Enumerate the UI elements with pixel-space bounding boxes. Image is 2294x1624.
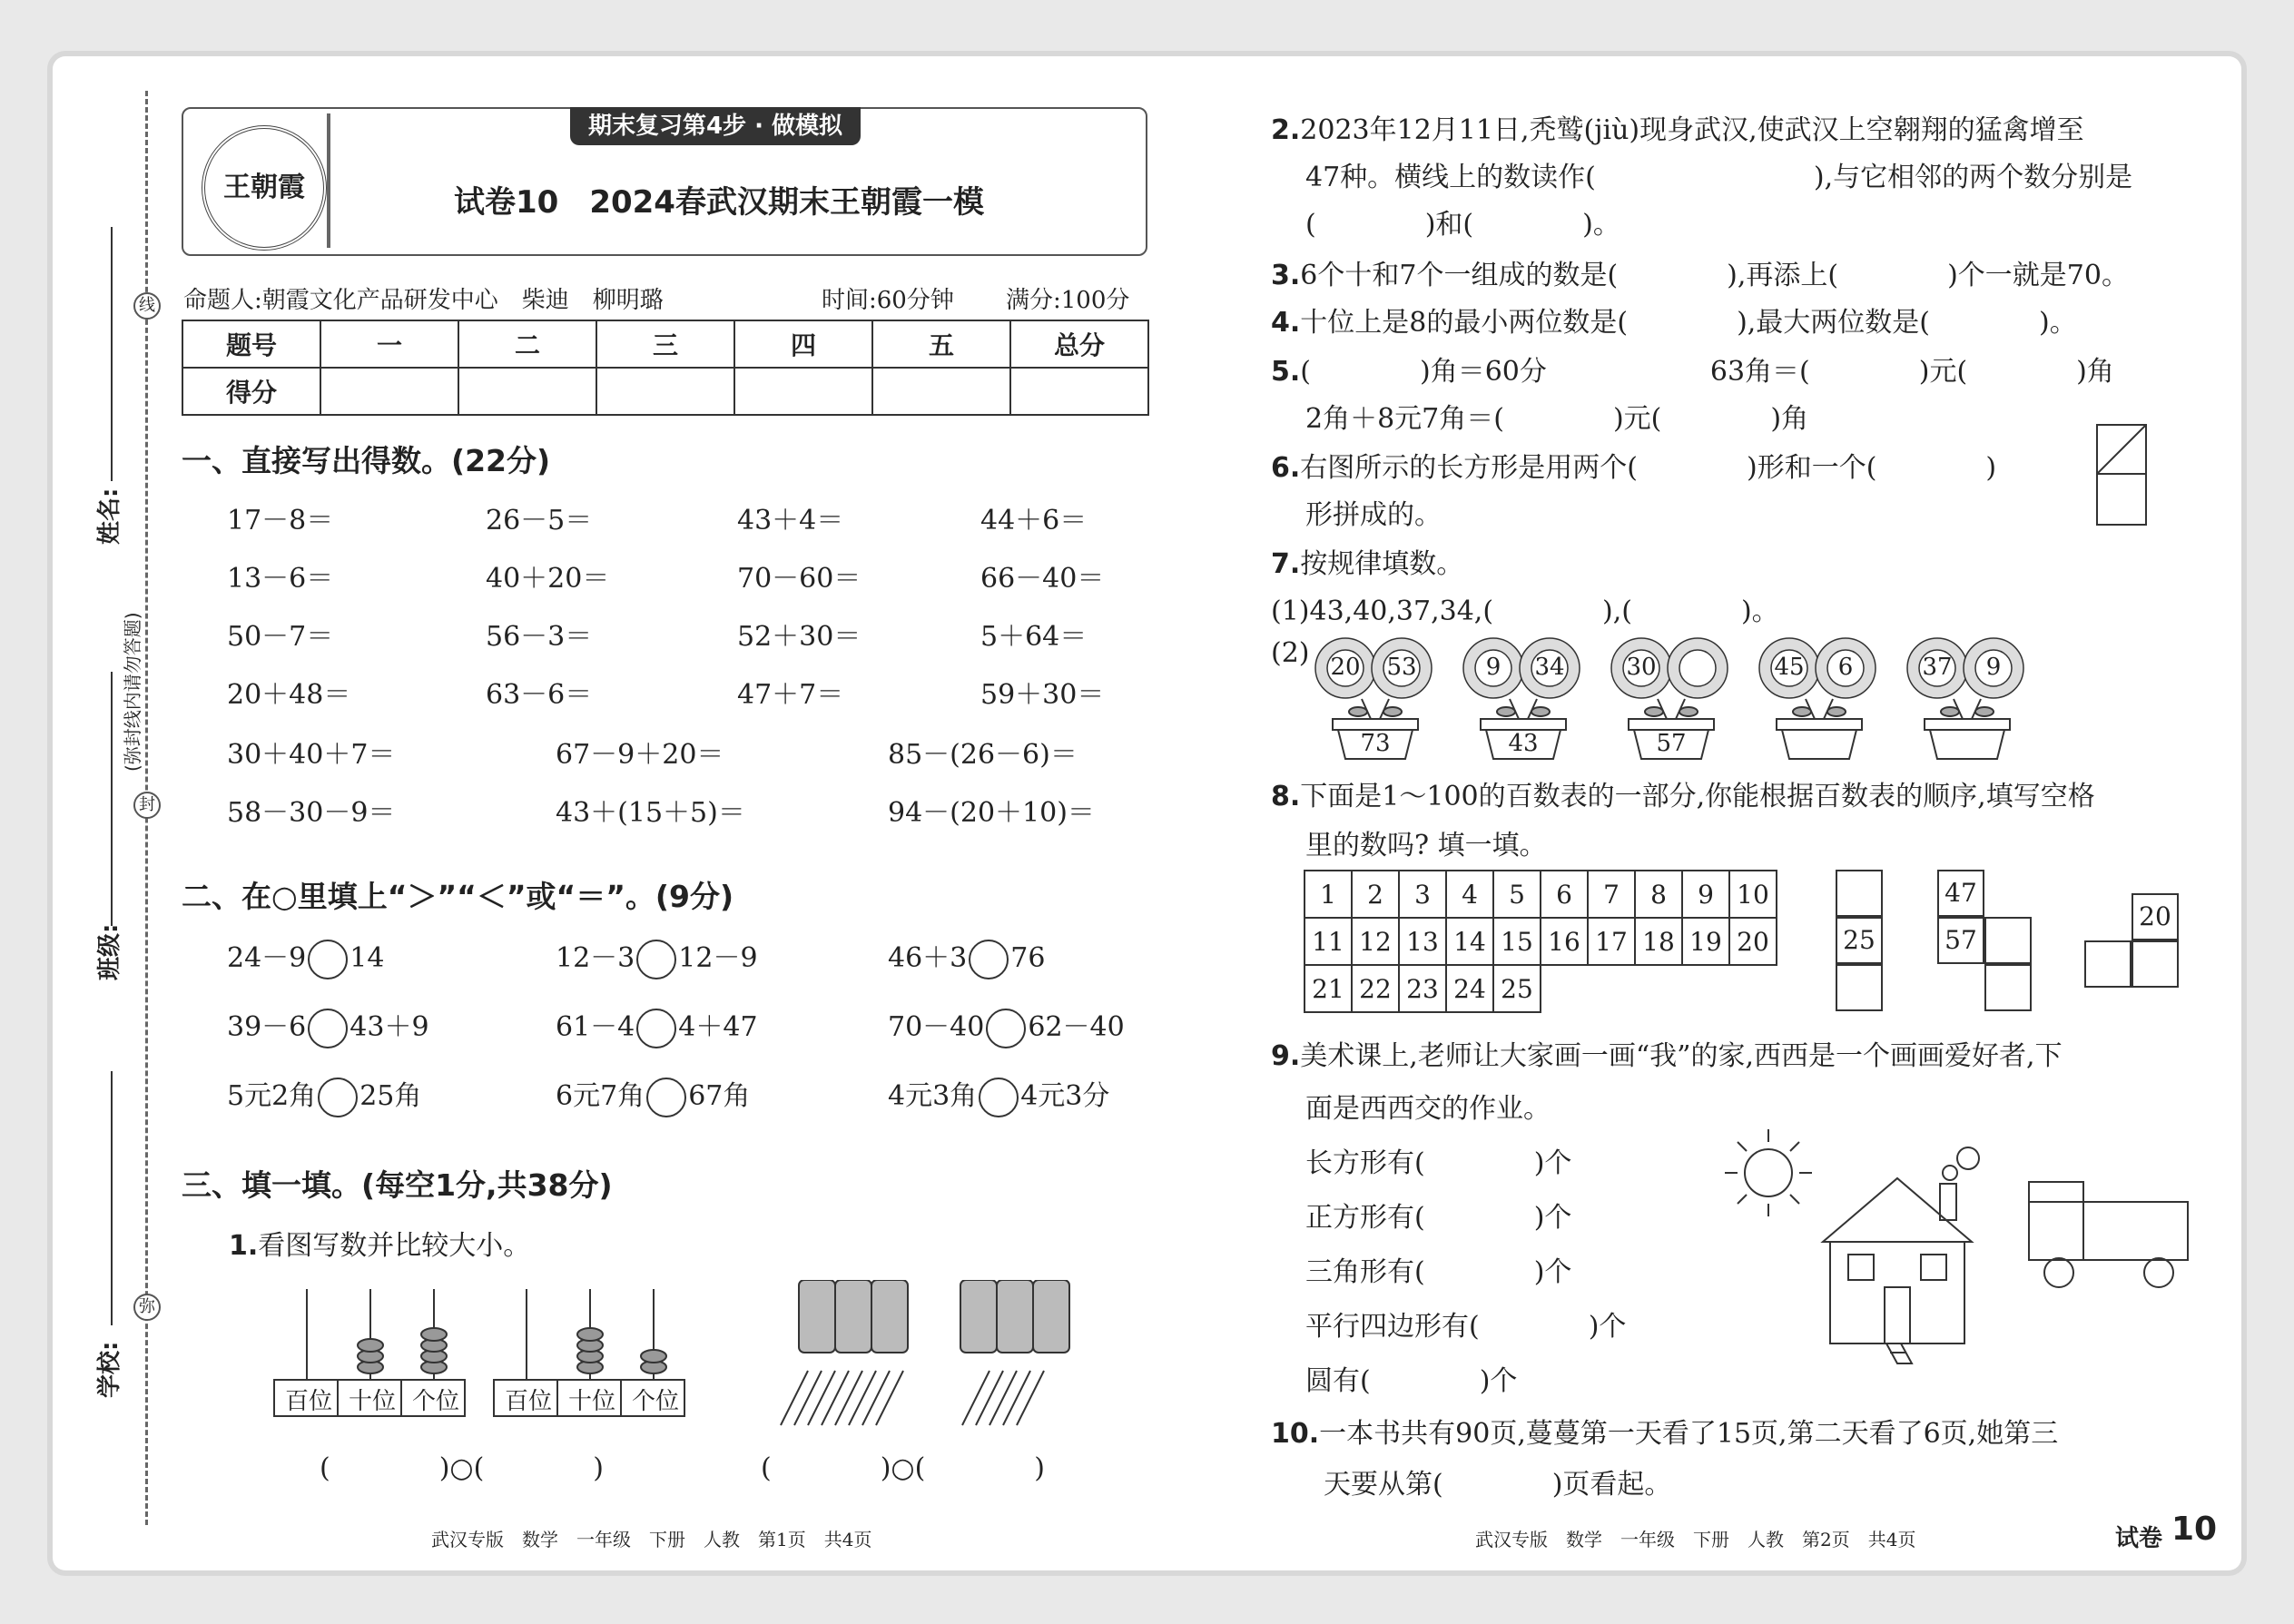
hundred-cell: 8 [1635,871,1682,918]
compare-problem [888,1004,1125,1048]
q6-row[interactable] [1271,445,1996,485]
compare-circle[interactable] [308,1009,348,1048]
hundred-row [1305,918,1777,965]
q6-rectangle-figure [2095,423,2148,527]
q10-row [1271,1411,2058,1451]
q2-line3[interactable]: ( )和( )。 [1305,209,1620,241]
exam-title: 试卷10 2024春武汉期末王朝霞一模 [454,184,984,221]
q4-text: 十位上是8的最小两位数是( ),最大两位数是( )。 [1300,307,2077,339]
compare-right: 25角 [359,1080,422,1112]
q5-text-1: ( )角＝60分 63角＝( )元( )角 [1300,356,2114,388]
stick-bundles [781,1280,1069,1425]
score-input-2[interactable] [458,368,596,415]
compare-circle[interactable] [636,1009,676,1048]
hundred-cell: 7 [1588,871,1635,918]
score-cell: 四 [734,320,872,368]
abacus-right-label-2: 十位 [567,1388,615,1415]
paper-label: 试卷 [2115,1525,2163,1552]
hundred-cell: 12 [1352,918,1399,965]
flower-right-number: 9 [1985,654,2002,681]
hundred-cell: 6 [1541,871,1588,918]
hundred-cell: 3 [1399,871,1446,918]
q1-number: 1. [229,1230,259,1262]
compare-right: 62－40 [1028,1011,1125,1043]
hundred-cell: 14 [1446,918,1493,965]
section1-title: 一、直接写出得数。(22分) [182,443,551,478]
q2-line2[interactable]: 47种。横线上的数读作( ),与它相邻的两个数分别是 [1305,162,2133,193]
header-divider [327,113,330,248]
compare-problem [227,1004,429,1048]
compare-left: 46＋3 [888,942,968,974]
hundred-chart [1304,870,1777,1013]
class-label: 班级: [96,923,123,980]
compare-circle[interactable] [636,940,676,979]
q8-text-1: 下面是1～100的百数表的一部分,你能根据百数表的顺序,填写空格 [1300,781,2095,812]
compare-circle[interactable] [969,940,1009,979]
hundred-cell: 4 [1446,871,1493,918]
flower-left-number: 20 [1330,654,1361,681]
hundred-cell: 1 [1305,871,1352,918]
hundred-cell: 5 [1493,871,1541,918]
compare-right: 4元3分 [1020,1080,1110,1112]
frag-a-cell-2: 25 [1836,917,1883,964]
q9-item-3[interactable]: 三角形有( )个 [1305,1256,1572,1288]
flower-pot [1455,635,1591,763]
footer-left: 武汉专版 数学 一年级 下册 人教 第1页 共4页 [431,1529,872,1550]
q8-number: 8. [1271,781,1301,812]
compare-problem [227,1073,421,1117]
flower-pot [1307,635,1443,763]
compare-circle[interactable] [979,1078,1019,1117]
hundred-cell: 16 [1541,918,1588,965]
q3-number: 3. [1271,260,1301,291]
q10-line2[interactable]: 天要从第( )页看起。 [1324,1469,1672,1501]
q2-line1 [1271,107,2084,147]
banner: 期末复习第4步 · 做模拟 [570,107,861,145]
authors: 命题人:朝霞文化产品研发中心 柴迪 柳明璐 [183,287,664,314]
q9-item-2[interactable]: 正方形有( )个 [1305,1202,1572,1234]
score-input-1[interactable] [320,368,458,415]
paper-number: 10 [2171,1511,2218,1548]
q1-answer-right[interactable]: ( )○( ) [761,1452,1045,1484]
calc-problem[interactable]: 67－9＋20＝ [556,739,724,771]
calc-problem[interactable]: 58－30－9＝ [227,797,396,829]
compare-left: 4元3角 [888,1080,978,1112]
hundred-cell: 13 [1399,918,1446,965]
hundred-cell: 21 [1305,965,1352,1012]
calc-problem[interactable]: 47＋7＝ [737,679,844,711]
calc-problem[interactable]: 5＋64＝ [980,621,1088,653]
calc-problem[interactable]: 63－6＝ [486,679,593,711]
q9-item-1[interactable]: 长方形有( )个 [1305,1147,1572,1179]
q9-item-5[interactable]: 圆有( )个 [1305,1365,1518,1397]
score-input-3[interactable] [596,368,734,415]
q2-number: 2. [1271,114,1301,146]
school-underline [111,1071,113,1325]
binding-tag-feng: 封 [133,792,161,819]
section3-title: 三、填一填。(每空1分,共38分) [182,1167,613,1203]
flower-left-number: 37 [1922,654,1953,681]
calc-problem[interactable]: 44＋6＝ [980,505,1088,536]
frag-b-cell-4[interactable] [1984,964,2032,1011]
q10-number: 10. [1271,1418,1320,1450]
score-input-5[interactable] [872,368,1010,415]
calc-problem[interactable]: 43＋4＝ [737,505,844,536]
score-cell: 总分 [1010,320,1148,368]
calc-problem[interactable]: 85－(26－6)＝ [888,739,1078,771]
q7-number: 7. [1271,548,1301,580]
calc-problem[interactable]: 40＋20＝ [486,563,610,595]
q9-line2: 面是西西交的作业。 [1305,1093,1551,1125]
hundred-cell: 23 [1399,965,1446,1012]
frag-a-cell-3[interactable] [1836,964,1883,1011]
hundred-cell: 17 [1588,918,1635,965]
q3-text: 6个十和7个一组成的数是( ),再添上( )个一就是70。 [1300,260,2129,291]
q8-line2: 里的数吗? 填一填。 [1305,830,1547,861]
calc-problem[interactable]: 17－8＝ [227,505,334,536]
frag-a-cell-1[interactable] [1836,870,1883,917]
calc-problem[interactable]: 70－60＝ [737,563,861,595]
abacus-left-label-1: 百位 [284,1388,332,1415]
calc-problem[interactable]: 94－(20＋10)＝ [888,797,1095,829]
compare-circle[interactable] [308,940,348,979]
footer-right: 武汉专版 数学 一年级 下册 人教 第2页 共4页 [1475,1529,1916,1550]
flower-pot [1899,635,2035,763]
flower-right-number: 34 [1534,654,1565,681]
q7-row [1271,541,1463,581]
section2-title: 二、在○里填上“＞”“＜”或“＝”。(9分) [182,879,734,914]
q7-part1[interactable]: (1)43,40,37,34,( ),( )。 [1271,595,1779,627]
q1-answer-left[interactable]: ( )○( ) [320,1452,604,1484]
compare-left: 6元7角 [556,1080,645,1112]
school-label: 学校: [96,1341,123,1398]
hundred-cell: 9 [1682,871,1729,918]
hundred-table [1304,870,1777,1013]
class-underline [111,672,113,926]
house-drawing [1716,1126,2197,1371]
abacus-left-label-3: 个位 [411,1388,459,1415]
q1-text: 看图写数并比较大小。 [258,1230,531,1262]
compare-problem [888,1073,1109,1117]
hundred-cell: 15 [1493,918,1541,965]
abacus-right-label-1: 百位 [504,1388,552,1415]
compare-problem [556,1073,750,1117]
q9-text-1: 美术课上,老师让大家画一画“我”的家,西西是一个画画爱好者,下 [1300,1040,2063,1072]
compare-right: 67角 [688,1080,751,1112]
flower-pot [1603,635,1739,763]
flower-right-number: 53 [1386,654,1417,681]
name-label: 姓名: [96,487,123,545]
q1-row [229,1223,530,1263]
score-cell: 得分 [182,368,320,415]
compare-right: 76 [1010,942,1046,974]
binding-notice: (弥封线内请勿答题) [122,612,143,772]
calc-problem[interactable]: 66－40＝ [980,563,1105,595]
hundred-cell: 2 [1352,871,1399,918]
score-table-score-row [182,368,1148,415]
abacus-left-label-2: 十位 [348,1388,396,1415]
flower-pot [1751,635,1887,763]
compare-problem [888,935,1045,979]
hundred-cell: 11 [1305,918,1352,965]
calc-problem[interactable]: 26－5＝ [486,505,593,536]
compare-right: 43＋9 [350,1011,429,1043]
compare-right: 12－9 [678,942,758,974]
q6-line2: 形拼成的。 [1305,499,1442,531]
hundred-row [1305,965,1777,1012]
compare-problem [227,935,384,979]
q10-text-1: 一本书共有90页,蔓蔓第一天看了15页,第二天看了6页,她第三 [1319,1418,2059,1450]
calc-problem[interactable]: 13－6＝ [227,563,334,595]
compare-circle[interactable] [986,1009,1026,1048]
compare-problem [556,935,758,979]
score-input-total[interactable] [1010,368,1148,415]
q4-row[interactable] [1271,300,2077,340]
calc-problem[interactable]: 50－7＝ [227,621,334,653]
q9-item-4[interactable]: 平行四边形有( )个 [1305,1311,1627,1343]
flower-left-number: 9 [1485,654,1501,681]
q7-part2: (2) [1271,637,1310,669]
score-cell: 五 [872,320,1010,368]
logo-seal: 王朝霞 [202,125,327,251]
score-table-header-row [182,320,1148,368]
compare-problem [556,1004,758,1048]
hundred-cell: 20 [1729,918,1777,965]
hundred-cell: 19 [1682,918,1729,965]
abacus-right-label-3: 个位 [631,1388,679,1415]
compare-right: 4＋47 [678,1011,758,1043]
calc-problem[interactable]: 30＋40＋7＝ [227,739,396,771]
q8-row [1271,773,2095,813]
frag-c-cell-3[interactable] [2132,940,2179,988]
compare-left: 61－4 [556,1011,635,1043]
q3-row[interactable] [1271,252,2129,292]
q6-number: 6. [1271,452,1301,484]
flower-left-number: 30 [1626,654,1657,681]
hundred-cell: 10 [1729,871,1777,918]
q2-text-1: 2023年12月11日,秃鹫(jiù)现身武汉,使武汉上空翱翔的猛禽增至 [1300,114,2084,146]
compare-circle[interactable] [318,1078,358,1117]
flower-right-number: 6 [1837,654,1854,681]
hundred-row [1305,871,1777,918]
binding-tag-mi: 弥 [133,1294,161,1321]
compare-left: 70－40 [888,1011,985,1043]
hundred-cell: 22 [1352,965,1399,1012]
compare-circle[interactable] [646,1078,686,1117]
score-table [182,320,1149,416]
q7-text: 按规律填数。 [1300,548,1464,580]
score-cell: 一 [320,320,458,368]
compare-left: 5元2角 [227,1080,317,1112]
flower-pot-number: 43 [1508,730,1539,757]
q5-line2[interactable]: 2角＋8元7角＝( )元( )角 [1305,403,1809,435]
score-cell: 三 [596,320,734,368]
q9-row [1271,1033,2063,1073]
hundred-cell: 25 [1493,965,1541,1012]
calc-problem[interactable]: 59＋30＝ [980,679,1105,711]
calc-problem[interactable]: 43＋(15＋5)＝ [556,797,745,829]
flower-pot-number: 73 [1360,730,1391,757]
calc-problem[interactable]: 52＋30＝ [737,621,861,653]
hundred-cell: 18 [1635,918,1682,965]
score-input-4[interactable] [734,368,872,415]
frag-c-cell-1: 20 [2132,893,2179,940]
compare-right: 14 [350,942,385,974]
compare-left: 12－3 [556,942,635,974]
flower-left-number: 45 [1774,654,1805,681]
frag-c-cell-2[interactable] [2084,940,2132,988]
full-score: 满分:100分 [1006,287,1130,314]
calc-problem[interactable]: 56－3＝ [486,621,593,653]
flower-pot-number: 57 [1656,730,1687,757]
q5-row[interactable] [1271,349,2114,389]
score-cell: 二 [458,320,596,368]
name-underline [111,227,113,481]
compare-left: 24－9 [227,942,307,974]
frag-b-cell-2: 57 [1937,917,1984,964]
q4-number: 4. [1271,307,1301,339]
compare-left: 39－6 [227,1011,307,1043]
score-cell: 题号 [182,320,320,368]
time-limit: 时间:60分钟 [822,287,954,314]
frag-b-cell-1: 47 [1937,870,1984,917]
q5-number: 5. [1271,356,1301,388]
binding-tag-line: 线 [133,292,161,320]
hundred-cell: 24 [1446,965,1493,1012]
q9-number: 9. [1271,1040,1301,1072]
frag-b-cell-3[interactable] [1984,917,2032,964]
calc-problem[interactable]: 20＋48＝ [227,679,351,711]
q6-text-1: 右图所示的长方形是用两个( )形和一个( ) [1300,452,1997,484]
